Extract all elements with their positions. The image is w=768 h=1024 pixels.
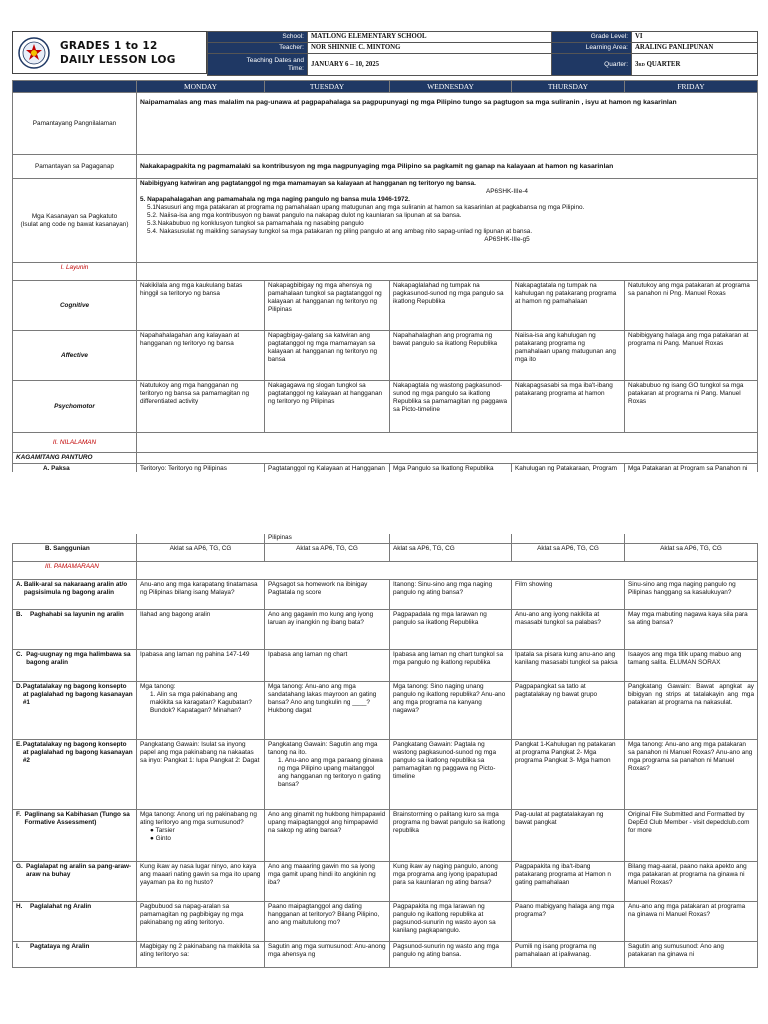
- page-break: [0, 472, 768, 532]
- step-c-title: Pag-uugnay ng mga halimbawa sa bagong aralin: [26, 650, 131, 666]
- competency-code-1: AP6SHK-IIIe-4: [486, 188, 528, 195]
- cognitive-wednesday: Nakapaglalahad ng tumpak na pagkasunod-sunod ng mga pangulo sa ikatlong Republika: [390, 281, 512, 331]
- lesson-table-page-2: [12, 534, 758, 968]
- step-c-label: [13, 649, 137, 681]
- day-header-wednesday: WEDNESDAY: [390, 81, 512, 93]
- step-h-number: H.: [16, 902, 23, 910]
- step-e-wednesday: Pangkatang Gawain: Pagtala ng wastong pagkasunod-sunod ng mga pangulo sa ikatlong republika sa pamamagitan ng paggawa ng Picto-timeline: [390, 739, 512, 809]
- competency-label-line-2: (Isulat ang code ng bawat kasanayan): [20, 220, 129, 228]
- quarter-word: QUARTER: [644, 60, 681, 68]
- step-a-number: A.: [16, 580, 23, 588]
- topic-friday: Mga Patakaran at Program sa Panahon ni: [625, 464, 758, 486]
- step-h-monday: Pagbubuod sa napag-aralan sa pamamagitan ng pagbibigay ng mga pakinabang ng ating teritoryo.: [137, 901, 265, 941]
- psychomotor-tuesday: Nakagagawa ng slogan tungkol sa pagtatanggol ng kalayaan at hangganan ng teritoryo ng Pilipinas: [265, 381, 390, 433]
- step-f-monday: [137, 809, 265, 861]
- topic-monday: Teritoryo: Teritoryo ng Pilipinas: [137, 464, 265, 486]
- header-title-box: [12, 31, 207, 74]
- step-h-wednesday: Pagpapakita ng mga larawan ng pangulo ng ikatlong republika at pagsunod-sunurin ng wasto ayon sa kanilang pagkapangulo.: [390, 901, 512, 941]
- step-g-title: Paglalapat ng aralin sa pang-araw-araw na buhay: [26, 862, 132, 878]
- competency-code-2: AP6SHK-IIIe-g5: [484, 236, 530, 243]
- affective-friday: Nabibigyang halaga ang mga patakaran at programa ni Pang. Manuel Roxas: [625, 331, 758, 381]
- cognitive-tuesday: Nakapagbibigay ng mga ahensya ng pamahalaan tungkol sa pagtatanggol ng kalayaan at hangganan ng teritoryo ng Pilipinas: [265, 281, 390, 331]
- cognitive-thursday: Nakapagtatala ng tumpak na kahulugan ng patakarang programa at hamon ng pamahalaan: [512, 281, 625, 331]
- step-g-monday: Kung ikaw ay nasa lugar ninyo, ano kaya ang maaari nating gawin sa mga ito upang yayaman pa ito ng husto?: [137, 861, 265, 901]
- psychomotor-friday: Nakabubuo ng isang GO tungkol sa mga patakaran at programa ni Pang. Manuel Roxas: [625, 381, 758, 433]
- area-label: Learning Area:: [552, 43, 632, 54]
- step-g-label: [13, 861, 137, 901]
- step-g-friday: Bilang mag-aaral, paano naka apekto ang mga patakaran at programa na ginawa ni Manuel Roxas?: [625, 861, 758, 901]
- topic-cont-blank-2: [137, 534, 265, 543]
- step-b-monday: Ilahad ang bagong aralin: [137, 609, 265, 649]
- competency-label-line-1: Mga Kasanayan sa Pagkatuto: [31, 212, 118, 220]
- area-value: ARALING PANLIPUNAN: [632, 43, 758, 54]
- quarter-value: [632, 54, 758, 76]
- step-h-title: Paglalahat ng Aralin: [30, 902, 92, 910]
- step-f-thursday: Pag-uulat at pagtatalakayan ng bawat pangkat: [512, 809, 625, 861]
- title-line-1: GRADES 1 to 12: [60, 39, 158, 52]
- grade-value: VI: [632, 32, 758, 43]
- step-c-number: C.: [16, 650, 23, 658]
- step-a-wednesday: Itanong: Sinu-sino ang mga naging pangulo ng ating bansa?: [390, 579, 512, 609]
- step-i-wednesday: Pagsunod-sunurin ng wasto ang mga pangulo ng ating bansa.: [390, 941, 512, 967]
- teacher-label: Teacher:: [208, 43, 308, 54]
- content-standard-text: Naipamamalas ang mas malalim na pag-unawa at pagpapahalaga sa pagpupunyagi ng mga Pilipino tungo sa pagtugon sa mga suliranin , isyu at hamon ng kasarinlan: [137, 93, 758, 155]
- topic-tuesday: Pagtatanggol ng Kalayaan at Hangganan: [265, 464, 390, 486]
- procedure-section-label: III. PAMAMARAAN: [13, 561, 137, 579]
- step-h-thursday: Paano mabigyang halaga ang mga programa?: [512, 901, 625, 941]
- step-e-thursday: Pangkat 1-Kahulugan ng patakaran at programa Pangkat 2- Mga programa Pangkat 3- Mga hamon: [512, 739, 625, 809]
- step-b-tuesday: Ano ang gagawin mo kung ang iyong laruan ay inangkin ng ibang bata?: [265, 609, 390, 649]
- step-d-monday-item: 1. Alin sa mga pakinabang ang makikita sa karagatan? Kagubatan? Bundok? Kapatagan? Minahan?: [150, 690, 252, 714]
- lesson-table-page-1: [12, 80, 758, 486]
- dates-label: [208, 54, 308, 76]
- quarter-suffix: RD: [638, 61, 645, 67]
- objectives-section-label: I. Layunin: [13, 263, 137, 281]
- topic-label: A. Paksa: [13, 464, 137, 486]
- step-f-monday-head: Mga tanong: Anong uri ng pakinabang ng ating teritoryo ang mga sumusunod?: [140, 810, 257, 826]
- competency-sub-4: 5.4. Nakasusulat ng maikling sanaysay tungkol sa mga patakaran ng piling pangulo at ang ambag nito sapag-unlad ng lipunan at bansa.: [147, 228, 533, 235]
- step-g-tuesday: Ano ang maaaring gawin mo sa iyong mga gamit upang hindi ito angkinin ng iba?: [265, 861, 390, 901]
- objectives-section-blank: [137, 263, 758, 281]
- header-info-table: [207, 31, 758, 76]
- teacher-value: NOR SHINNIE C. MINTONG: [308, 43, 552, 54]
- materials-blank: [137, 453, 758, 464]
- school-label: School:: [208, 32, 308, 43]
- dates-label-line-2: Time:: [287, 64, 304, 72]
- competency-sub-1: 5.1Nasusuri ang mga patakaran at programa ng pamahalaan upang matugunan ang mga suliranin at hamon sa kasarinlan at pagkabansa ng mga Pilipino.: [147, 204, 585, 211]
- dates-value: JANUARY 6 – 10, 2025: [308, 54, 552, 76]
- content-section-label: II. NILALAMAN: [13, 433, 137, 453]
- step-i-title: Pagtataya ng Aralin: [30, 942, 90, 950]
- competency-sub-2: 5.2. Naiisa-isa ang mga kontribusyon ng bawat pangulo na nakapag dulot ng kaunlaran sa lipunan at sa bansa.: [147, 212, 462, 219]
- step-i-thursday: Pumili ng isang programa ng pamahalaan at ipaliwanag.: [512, 941, 625, 967]
- step-b-label: [13, 609, 137, 649]
- step-i-label: [13, 941, 137, 967]
- grade-label: Grade Level:: [552, 32, 632, 43]
- step-d-title: Pagtatalakay ng bagong konsepto at paglalahad ng bagong kasanayan #1: [22, 682, 133, 706]
- step-h-tuesday: Paano maipagtanggol ang dating hangganan at teritoryo? Bilang Pilipino, ano ang maitutulong mo?: [265, 901, 390, 941]
- step-d-number: D.: [16, 682, 23, 690]
- step-i-friday: Sagutin ang sumusunod: Ano ang patakaran na ginawa ni: [625, 941, 758, 967]
- step-e-tuesday: [265, 739, 390, 809]
- step-f-number: F.: [16, 810, 21, 818]
- title-line-2: DAILY LESSON LOG: [60, 53, 176, 66]
- affective-tuesday: Napagbigay-galang sa katwiran ang pagtatanggol ng mga mamamayan sa kalayaan at hangganan ng teritoryo ng bansa: [265, 331, 390, 381]
- competency-label: [13, 179, 137, 263]
- affective-monday: Napahahalagahan ang kalayaan at hangganan ng teritoryo ng bansa: [137, 331, 265, 381]
- step-h-label: [13, 901, 137, 941]
- competency-line-1: Nabibigyang katwiran ang pagtatanggol ng mga mamamayan sa kalayaan at hangganan ng teritoryo ng bansa.: [140, 180, 476, 187]
- procedure-section-blank: [137, 561, 758, 579]
- topic-thursday: Kahulugan ng Patakaraan, Program: [512, 464, 625, 486]
- step-f-monday-item-1: [140, 827, 261, 835]
- step-f-friday: Original File Submitted and Formatted by DepEd Club Member - visit depedclub.com for more: [625, 809, 758, 861]
- step-b-thursday: Anu-ano ang iyong nakikita at masasabi tungkol sa palabas?: [512, 609, 625, 649]
- topic-wednesday: Mga Pangulo sa Ikatlong Republika: [390, 464, 512, 486]
- step-f-wednesday: Brainstorming o palitang kuro sa mga programa ng bawat pangulo sa ikatlong republika: [390, 809, 512, 861]
- psychomotor-wednesday: Nakapagtala ng wastong pagkasunod-sunod ng mga pangulo sa ikatlong Republika sa pamamagitan ng paggawa sa Picto-timeline: [390, 381, 512, 433]
- step-e-monday: Pangkatang Gawain: Isulat sa inyong papel ang mga pakinabang na nakaatas sa inyo: Pangkat 1: lupa Pangkat 2: Dagat: [137, 739, 265, 809]
- materials-label: KAGAMITANG PANTURO: [13, 453, 137, 464]
- step-g-number: G.: [16, 862, 23, 870]
- topic-cont-blank-3: [390, 534, 512, 543]
- step-e-tuesday-item: 1. Anu-ano ang mga paraang ginawa ng mga Pilipino upang maitanggol ang hangganan ng teritoryo n gating bansa?: [278, 756, 383, 788]
- bullet-icon: ●: [150, 826, 156, 834]
- step-f-label: [13, 809, 137, 861]
- step-e-label: [13, 739, 137, 809]
- step-f-title: Paglinang sa Kabihasan (Tungo sa Formative Assessment): [24, 810, 130, 826]
- topic-cont-blank-1: [13, 534, 137, 543]
- psychomotor-thursday: Nakapagsasabi sa mga iba't-ibang patakarang programa at hamon: [512, 381, 625, 433]
- step-d-wednesday: Mga tanong: Sino naging unang pangulo ng ikatlong republika? Anu-ano ang mga programa na kanyang nagawa?: [390, 681, 512, 739]
- competency-line-2: 5. Napapahalagahan ang pamamahala ng mga naging pangulo ng bansa mula 1946-1972.: [140, 196, 410, 203]
- step-e-number: E.: [16, 740, 23, 748]
- step-g-wednesday: Kung ikaw ay naging pangulo, anong mga programa ang iyong ipapatupad para sa kaunlaran ng ating bansa?: [390, 861, 512, 901]
- step-a-monday: Anu-ano ang mga karapatang tinatamasa ng Pilipinas bilang isang Malaya?: [137, 579, 265, 609]
- content-standard-label: Pamantayang Pangnilalaman: [13, 93, 137, 155]
- quarter-label: Quarter:: [552, 54, 632, 76]
- school-value: MATLONG ELEMENTARY SCHOOL: [308, 32, 552, 43]
- step-f-monday-item-2: [140, 835, 261, 843]
- performance-standard-label: Pamantayan sa Pagaganap: [13, 155, 137, 179]
- psychomotor-monday: Natutukoy ang mga hangganan ng teritoryo ng bansa sa pamamagitan ng differentiated activity: [137, 381, 265, 433]
- affective-thursday: Naiisa-isa ang kahulugan ng patakarang programa ng pamahalaan upang matugunan ang mga ito: [512, 331, 625, 381]
- step-d-monday-head: Mga tanong:: [140, 682, 176, 690]
- deped-seal-icon: [18, 37, 50, 69]
- step-e-tuesday-head: Pangkatang Gawain: Sagutin ang mga tanong na ito.: [268, 740, 378, 756]
- step-e-friday: Mga tanong: Anu-ano ang mga patakaran sa panahon ni Manuel Roxas? Anu-ano ang mga programa sa panahon ni Manuel Roxas?: [625, 739, 758, 809]
- step-b-wednesday: Pagpapadala ng mga larawan ng pangulo sa ikatlong Republika: [390, 609, 512, 649]
- day-header-tuesday: TUESDAY: [265, 81, 390, 93]
- step-f-tuesday: Ano ang ginamit ng hukbong himpapawid upang maipagtanggol ang himpapawid na sakop ng ating bansa?: [265, 809, 390, 861]
- step-f-monday-item-1-text: Tarsier: [155, 826, 175, 834]
- step-e-title: Pagtatalakay ng bagong konsepto at paglalahad ng bagong kasanayan #2: [22, 740, 133, 764]
- competency-sub-3: 5.3.Nakabubuo ng konklusyon tungkol sa pamamahala ng nasabing pangulo: [147, 220, 364, 227]
- cognitive-friday: Natutukoy ang mga patakaran at programa sa panahon ni Png. Manuel Roxas: [625, 281, 758, 331]
- step-c-monday: Ipabasa ang laman ng pahina 147-149: [137, 649, 265, 681]
- step-b-title: Paghahabi sa layunin ng aralin: [30, 610, 124, 618]
- day-header-blank: [13, 81, 137, 93]
- day-header-thursday: THURSDAY: [512, 81, 625, 93]
- dates-label-line-1: Teaching Dates and: [246, 57, 304, 64]
- step-c-tuesday: Ipabasa ang laman ng chart: [265, 649, 390, 681]
- step-a-title: Balik-aral sa nakaraang aralin at/o pagsisimula ng bagong aralin: [23, 580, 128, 596]
- step-d-friday: Pangkatang Gawain: Bawat apngkat ay bibigyan ng strips at tatalakayin ang mga patakaran at programa na nakasulat.: [625, 681, 758, 739]
- sources-friday: Aklat sa AP6, TG, CG: [625, 543, 758, 561]
- sources-label: B. Sanggunian: [13, 543, 137, 561]
- step-c-thursday: Ipatala sa pisara kung anu-ano ang kanilang masasabi tungkol sa paksa: [512, 649, 625, 681]
- competency-text: [137, 179, 758, 263]
- topic-cont-tuesday: Pilipinas: [265, 534, 390, 543]
- topic-cont-blank-5: [625, 534, 758, 543]
- step-a-label: [13, 579, 137, 609]
- affective-wednesday: Napahahalaghan ang programa ng bawat pangulo sa ikatlong Republika: [390, 331, 512, 381]
- step-c-wednesday: Ipabasa ang laman ng chart tungkol sa mga pangulo ng ikatlong republika: [390, 649, 512, 681]
- sources-wednesday: Aklat sa AP6, TG, CG: [390, 543, 512, 561]
- step-a-friday: Sinu-sino ang mga naging pangulo ng Pilipinas hanggang sa kasalukuyan?: [625, 579, 758, 609]
- step-h-friday: Anu-ano ang mga patakaran at programa na ginawa ni Manuel Roxas?: [625, 901, 758, 941]
- cognitive-label: Cognitive: [13, 281, 137, 331]
- step-a-thursday: Film showing: [512, 579, 625, 609]
- topic-cont-blank-4: [512, 534, 625, 543]
- step-d-thursday: Pagpapangkat sa tatlo at pagtatalakay ng bawat grupo: [512, 681, 625, 739]
- day-header-friday: FRIDAY: [625, 81, 758, 93]
- performance-standard-text: Nakakapagpakita ng pagmamalaki sa kontribusyon ng mga nagpunyaging mga Pilipino sa pagkamit ng ganap na kalayaan at hamon ng kasarinlan: [137, 155, 758, 179]
- step-d-monday: [137, 681, 265, 739]
- step-a-tuesday: PAgsagot sa homework na ibinigay Pagtatala ng score: [265, 579, 390, 609]
- sources-monday: Aklat sa AP6, TG, CG: [137, 543, 265, 561]
- step-i-monday: Magbigay ng 2 pakinabang na makikita sa ating teritoryo sa:: [137, 941, 265, 967]
- step-i-number: I.: [16, 942, 20, 950]
- sources-thursday: Aklat sa AP6, TG, CG: [512, 543, 625, 561]
- step-i-tuesday: Sagutin ang mga sumusunod: Anu-anong mga ahensya ng: [265, 941, 390, 967]
- quarter-number: 3: [635, 60, 639, 68]
- bullet-icon: ●: [150, 834, 156, 842]
- step-d-tuesday: Mga tanong: Anu-ano ang mga sandatahang lakas mayroon an gating bansa? Ano ang tungkulin ng ____? Hukbong dagat: [265, 681, 390, 739]
- psychomotor-label: Psychomotor: [13, 381, 137, 433]
- affective-label: Affective: [13, 331, 137, 381]
- step-g-thursday: Pagpapakita ng iba't-ibang patakarang programa at Hamon n gating pamahalaan: [512, 861, 625, 901]
- step-b-friday: May mga mabuting nagawa kaya sila para sa ating bansa?: [625, 609, 758, 649]
- sources-tuesday: Aklat sa AP6, TG, CG: [265, 543, 390, 561]
- cognitive-monday: Nakikilala ang mga kaukulang batas hinggil sa teritoryo ng bansa: [137, 281, 265, 331]
- content-section-blank: [137, 433, 758, 453]
- step-c-friday: Isaayos ang mga titik upang mabuo ang tamang salita. ELUMAN SORAX: [625, 649, 758, 681]
- day-header-monday: MONDAY: [137, 81, 265, 93]
- step-d-label: [13, 681, 137, 739]
- step-f-monday-item-2-text: Ginto: [155, 834, 171, 842]
- step-b-number: B.: [16, 610, 23, 618]
